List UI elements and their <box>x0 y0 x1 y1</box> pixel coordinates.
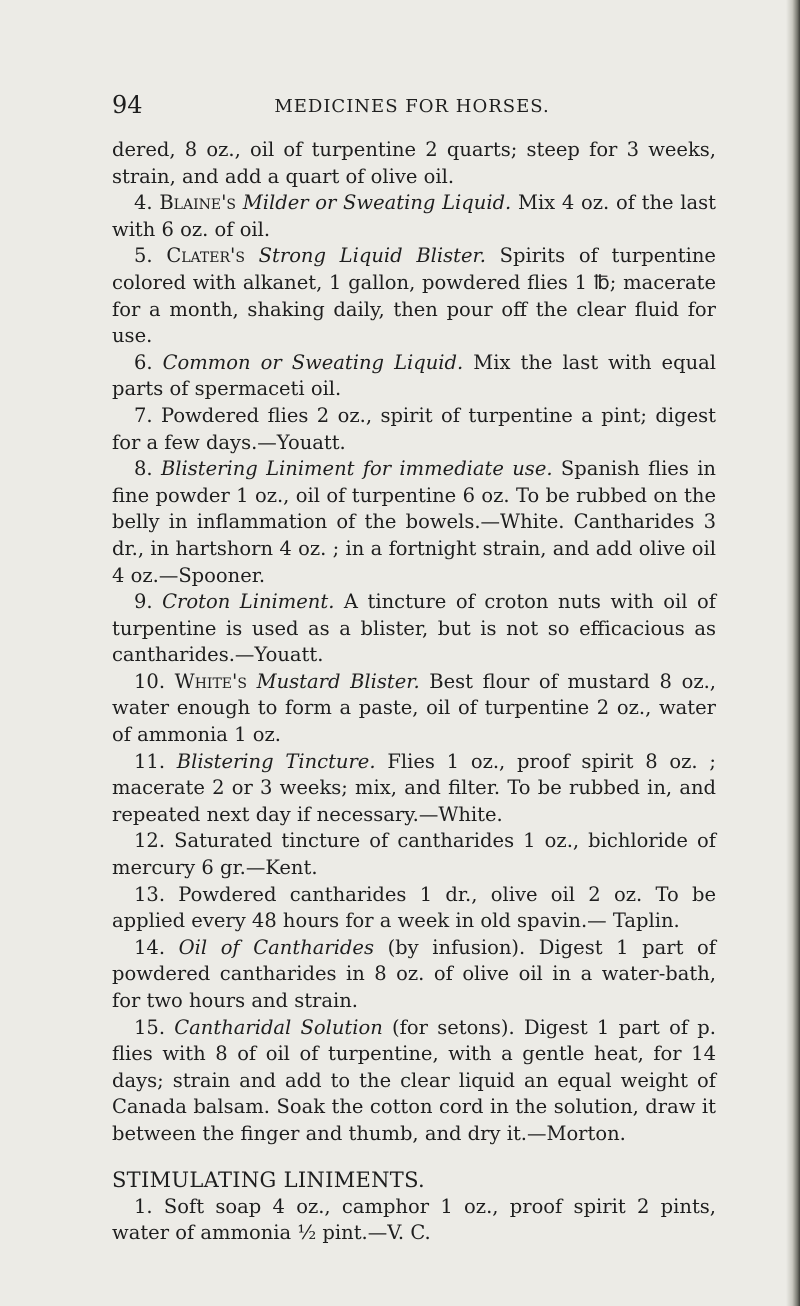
recipe-14: 14. Oil of Cantharides (by infusion). Digest 1 part of powdered cantharides in 8 oz. of olive oil in a water-bath, for two hours and strain. <box>112 935 716 1012</box>
recipe-title: Strong Liquid Blister. <box>258 244 486 268</box>
author-name: Clater's <box>166 244 245 268</box>
recipe-7: 7. Powdered flies 2 oz., spirit of turpentine a pint; digest for a few days.—Youatt. <box>112 403 716 454</box>
page-edge-shadow <box>786 0 800 1306</box>
page-number: 94 <box>112 91 143 119</box>
page-header <box>112 88 712 124</box>
paragraph-continuation: dered, 8 oz., oil of turpentine 2 quarts; steep for 3 weeks, strain, and add a quart of olive oil. <box>112 138 716 188</box>
recipe-8: 8. Blistering Liniment for immediate use. Spanish flies in fine powder 1 oz., oil of turpentine 6 oz. To be rubbed on the belly in inflammation of the bowels.—White. Cantharides 3 dr., in hartshorn 4 oz. ; in a fortnight strain, and add olive oil 4 oz.—Spooner. <box>112 457 716 587</box>
page-body <box>112 137 716 1247</box>
recipe-15: 15. Cantharidal Solution (for setons). Digest 1 part of p. flies with 8 of oil of turpentine, with a gentle heat, for 14 days; strain and add to the clear liquid an equal weight of Canada balsam. Soak the cotton cord in the solution, draw it between the finger and thumb, and dry it.—Morton. <box>112 1015 716 1145</box>
recipe-title: Blistering Liniment for immediate use. <box>160 457 553 481</box>
recipe-title: Blistering Tincture. <box>176 749 376 773</box>
recipe-9: 9. Croton Liniment. A tincture of croton nuts with oil of turpentine is used as a blister, but is not so efficacious as cantharides.—Youatt. <box>112 590 716 667</box>
recipe-12: 12. Saturated tincture of cantharides 1 oz., bichloride of mercury 6 gr.—Kent. <box>112 829 716 880</box>
recipe-13: 13. Powdered cantharides 1 dr., olive oil 2 oz. To be applied every 48 hours for a week in old spavin.— Taplin. <box>112 882 716 933</box>
recipe-10: 10. White's Mustard Blister. Best flour of mustard 8 oz., water enough to form a paste, oil of turpentine 2 oz., water of ammonia 1 oz. <box>112 669 716 747</box>
recipe-5: 5. Clater's Strong Liquid Blister. Spirits of turpentine colored with alkanet, 1 gallon, powdered flies 1 ℔; macerate for a month, shaking daily, then pour off the clear fluid for use. <box>112 244 716 348</box>
section-heading: STIMULATING LINIMENTS. <box>112 1167 426 1192</box>
liniment-1: 1. Soft soap 4 oz., camphor 1 oz., proof spirit 2 pints, water of ammonia ½ pint.—V. C. <box>112 1194 716 1245</box>
author-name: Blaine's <box>159 191 237 215</box>
recipe-title: Oil of Cantharides <box>178 935 374 959</box>
recipe-title: Mustard Blister. <box>256 669 420 693</box>
recipe-title: Croton Liniment. <box>162 590 335 614</box>
running-head: MEDICINES FOR HORSES. <box>274 96 550 117</box>
recipe-4: 4. Blaine's Milder or Sweating Liquid. Mix 4 oz. of the last with 6 oz. of oil. <box>112 191 716 241</box>
recipe-title: Milder or Sweating Liquid. <box>242 191 512 215</box>
recipe-title: Cantharidal Solution <box>174 1015 383 1039</box>
recipe-6: 6. Common or Sweating Liquid. Mix the last with equal parts of spermaceti oil. <box>112 350 716 401</box>
recipe-title: Common or Sweating Liquid. <box>162 350 464 374</box>
recipe-11: 11. Blistering Tincture. Flies 1 oz., proof spirit 8 oz. ; macerate 2 or 3 weeks; mix, and filter. To be rubbed in, and repeated next day if necessary.—White. <box>112 749 716 826</box>
author-name: White's <box>174 669 247 693</box>
